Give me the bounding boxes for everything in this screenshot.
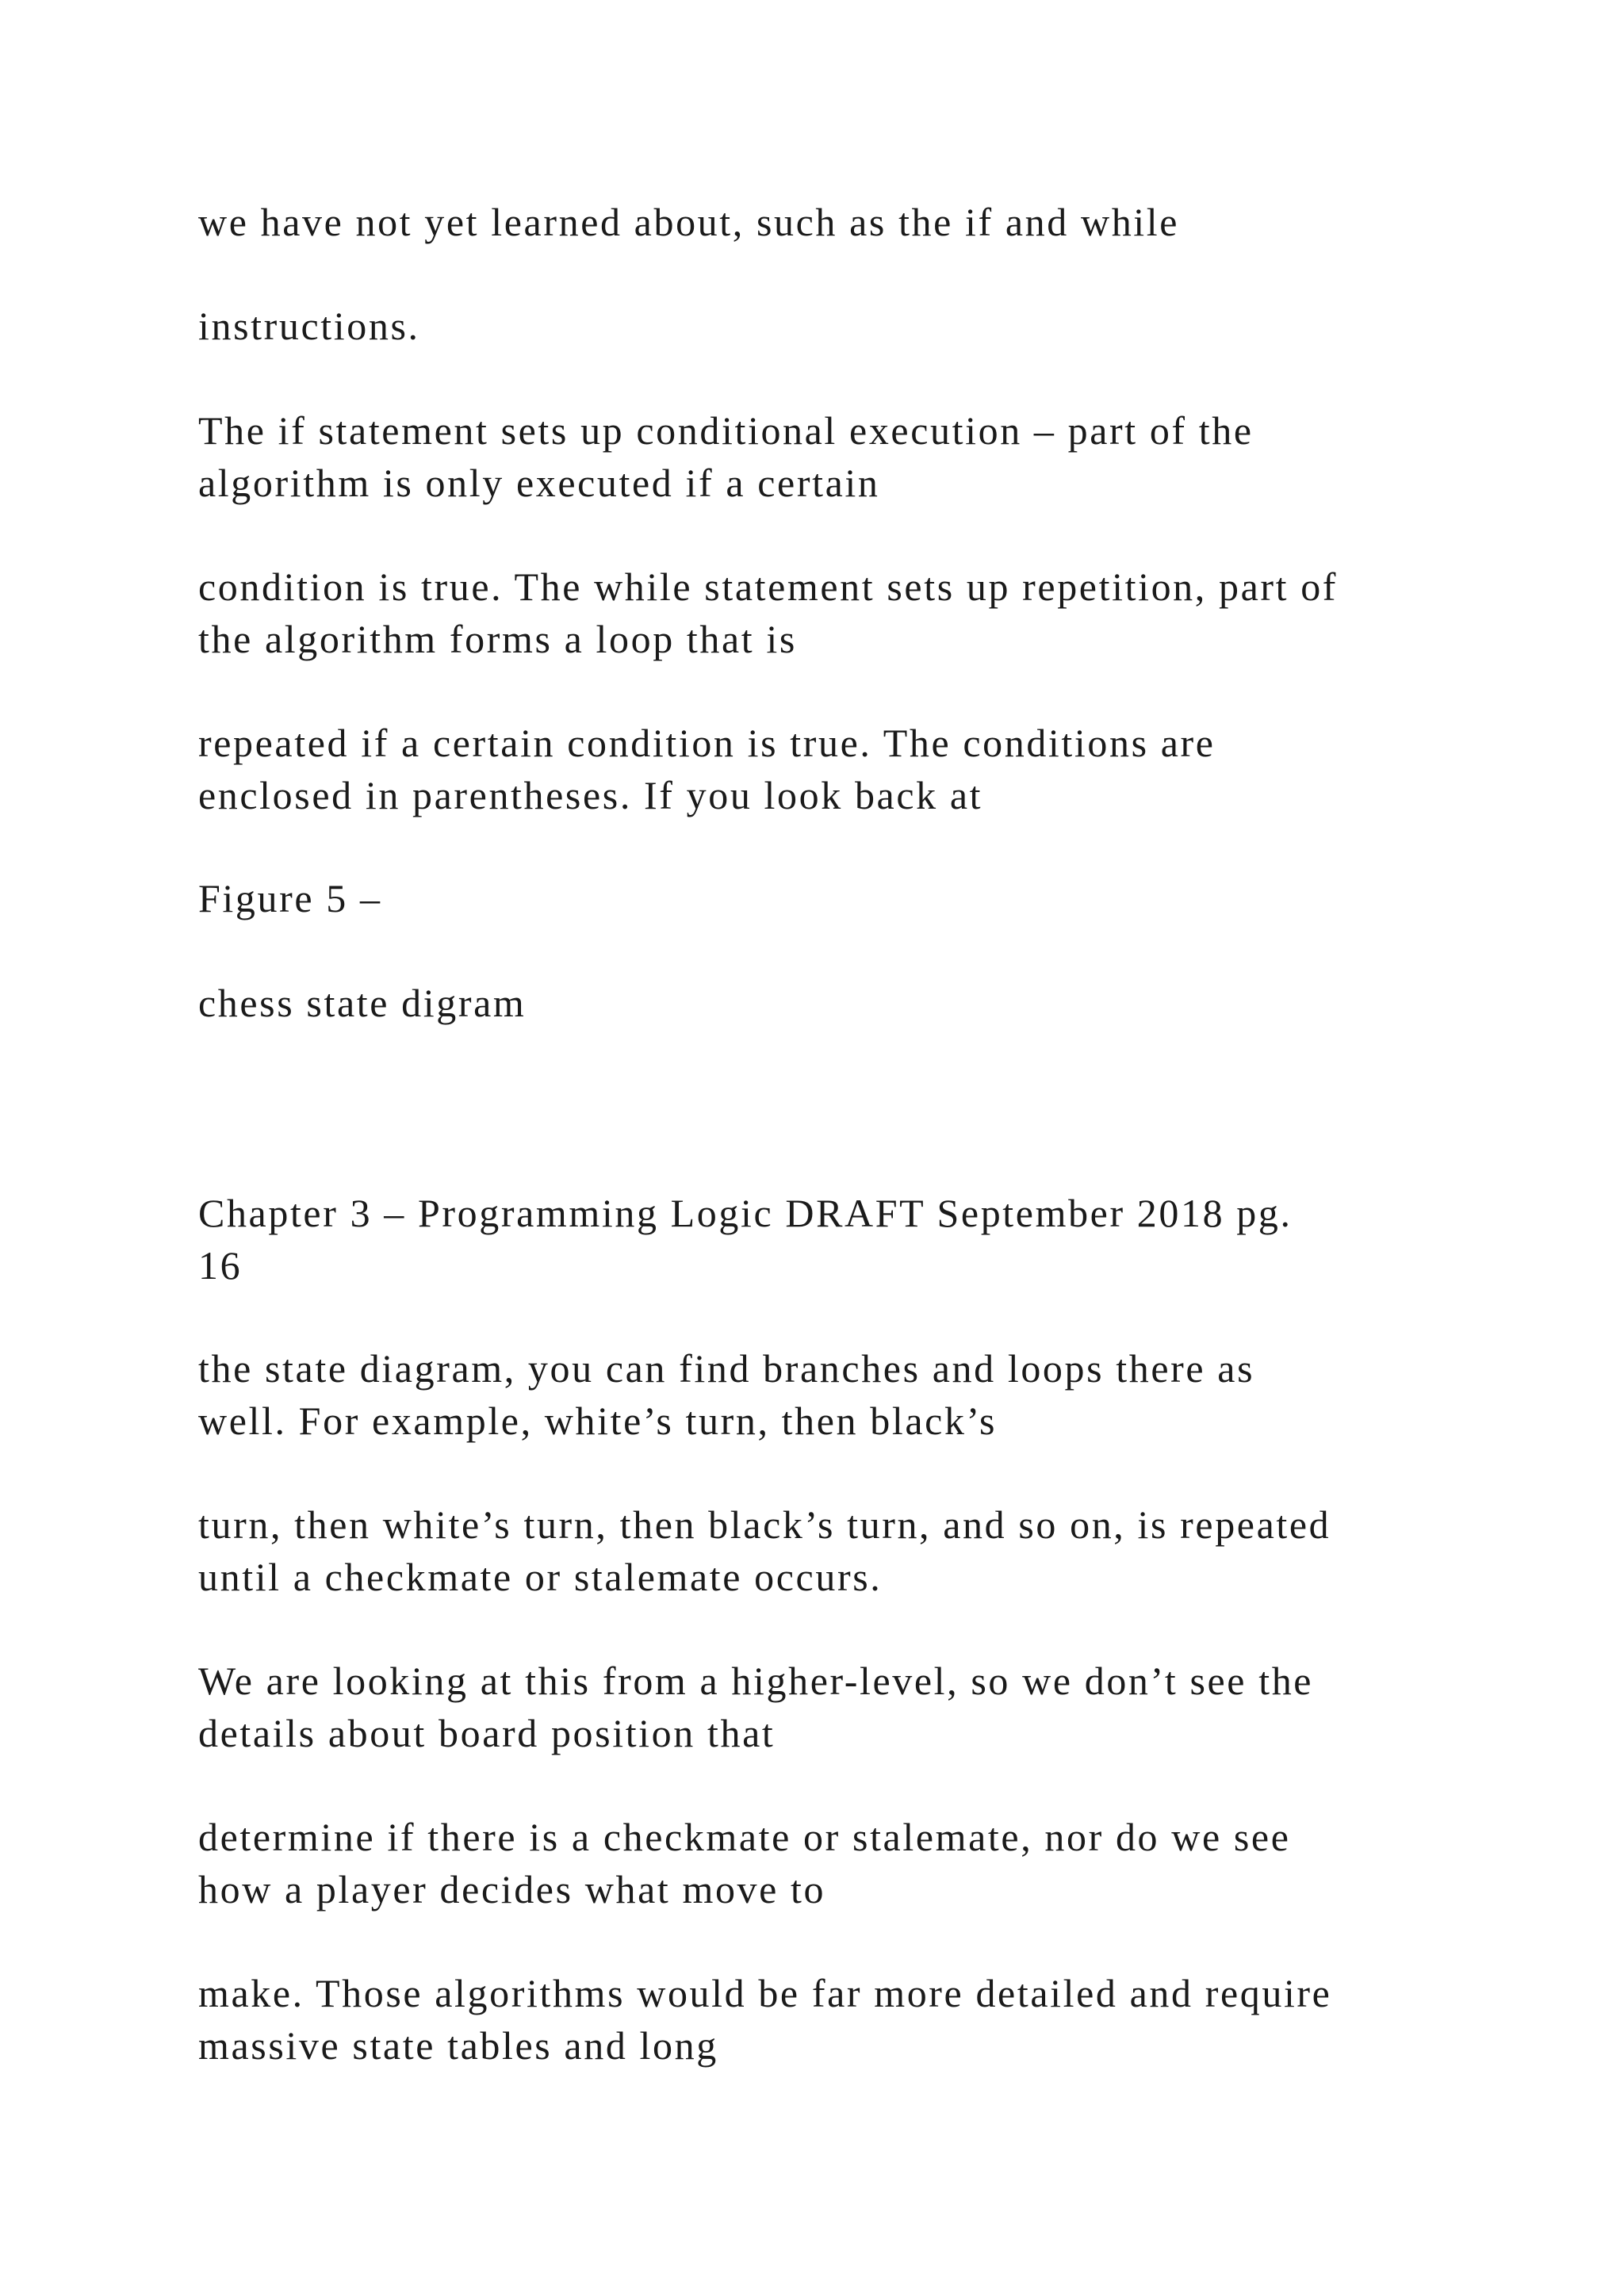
- paragraph-text: [198, 1967, 1483, 2072]
- paragraph-text: [198, 561, 1483, 665]
- text-line: turn, then white’s turn, then black’s turn, and so on, is repeated: [198, 1502, 1331, 1547]
- text-line: Chapter 3 – Programming Logic DRAFT September 2018 pg.: [198, 1191, 1293, 1235]
- page-footer: [198, 1187, 1483, 1292]
- paragraph-text: [198, 196, 1483, 248]
- text-line: algorithm is only executed if a certain: [198, 461, 880, 505]
- paragraph-text: [198, 1811, 1483, 1915]
- paragraph-text: [198, 1498, 1483, 1603]
- text-line: the state diagram, you can find branches and loops there as: [198, 1346, 1255, 1391]
- text-line: instructions.: [198, 304, 420, 348]
- paragraph-text: [198, 1342, 1483, 1447]
- text-line: details about board position that: [198, 1711, 776, 1755]
- text-line: 16: [198, 1243, 243, 1288]
- text-line: massive state tables and long: [198, 2023, 718, 2068]
- text-line: make. Those algorithms would be far more detailed and require: [198, 1971, 1332, 2015]
- figure-caption: [198, 977, 1483, 1029]
- paragraph-text: [198, 300, 1483, 352]
- text-line: the algorithm forms a loop that is: [198, 617, 797, 661]
- text-line: condition is true. The while statement sets up repetition, part of: [198, 564, 1339, 609]
- text-line: we have not yet learned about, such as the if and while: [198, 200, 1180, 244]
- paragraph-text: [198, 1655, 1483, 1759]
- text-line: Figure 5 –: [198, 876, 382, 920]
- text-line: enclosed in parentheses. If you look back at: [198, 773, 983, 817]
- text-line: until a checkmate or stalemate occurs.: [198, 1555, 883, 1599]
- paragraph-text: [198, 717, 1483, 821]
- paragraph-text: [198, 404, 1483, 509]
- text-line: repeated if a certain condition is true. The conditions are: [198, 721, 1216, 765]
- text-line: chess state digram: [198, 981, 527, 1025]
- text-line: The if statement sets up conditional execution – part of the: [198, 408, 1254, 453]
- text-line: determine if there is a checkmate or stalemate, nor do we see: [198, 1815, 1291, 1859]
- text-line: well. For example, white’s turn, then black’s: [198, 1399, 998, 1443]
- figure-reference: [198, 872, 1483, 924]
- text-line: how a player decides what move to: [198, 1867, 826, 1911]
- text-line: We are looking at this from a higher-level, so we don’t see the: [198, 1659, 1314, 1703]
